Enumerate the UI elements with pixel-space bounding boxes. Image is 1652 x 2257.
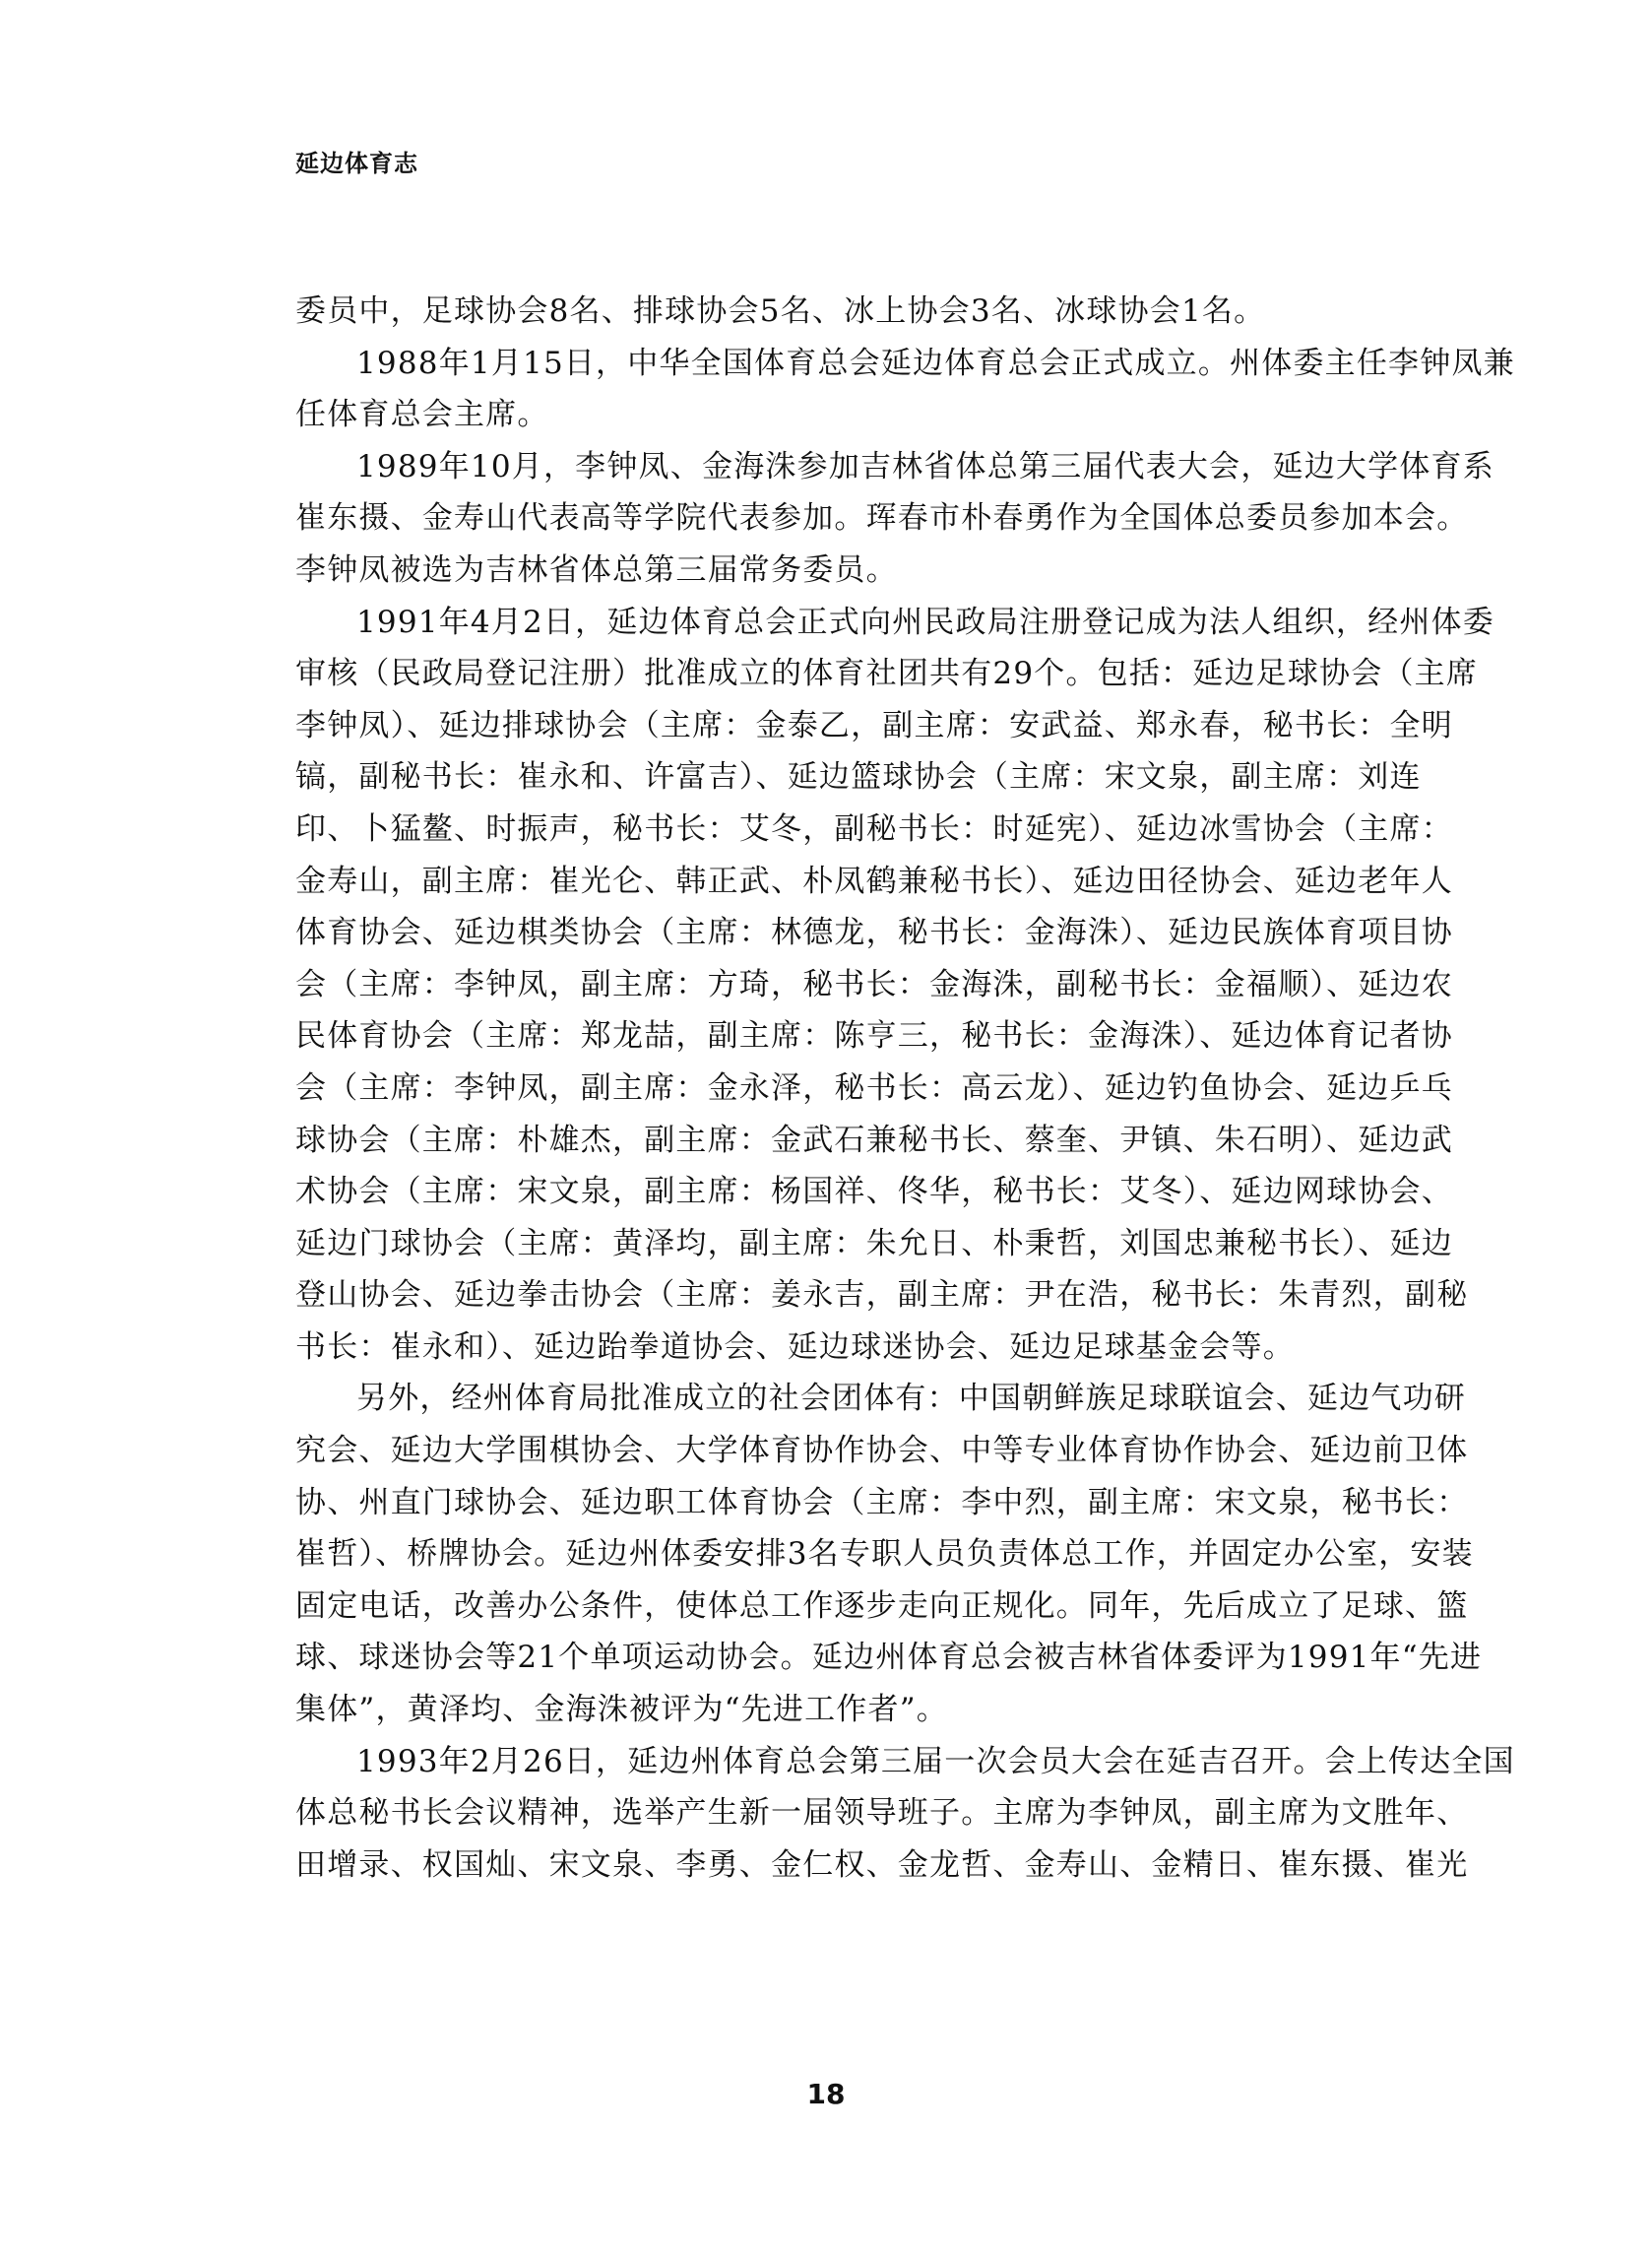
page-number: 18	[806, 2078, 846, 2110]
text-line: 1993年2月26日，延边州体育总会第三届一次会员大会在延吉召开。会上传达全国	[356, 1743, 1515, 1779]
text-line: 延边门球协会（主席：黄泽均，副主席：朱允日、朴秉哲，刘国忠兼秘书长）、延边	[295, 1225, 1453, 1261]
text-line: 田增录、权国灿、宋文泉、李勇、金仁权、金龙哲、金寿山、金精日、崔东摄、崔光	[295, 1846, 1469, 1883]
text-line: 任体育总会主席。	[295, 397, 549, 433]
text-line: 球、球迷协会等21个单项运动协会。延边州体育总会被吉林省体委评为1991年“先进	[295, 1640, 1483, 1676]
text-line: 1991年4月2日，延边体育总会正式向州民政局注册登记成为法人组织，经州体委	[356, 604, 1494, 640]
text-line: 另外，经州体育局批准成立的社会团体有：中国朝鲜族足球联谊会、延边气功研	[356, 1381, 1466, 1417]
text-line: 李钟凤被选为吉林省体总第三届常务委员。	[295, 551, 898, 588]
text-line: 集体”，黄泽均、金海洙被评为“先进工作者”。	[295, 1692, 948, 1728]
text-line: 崔东摄、金寿山代表高等学院代表参加。珲春市朴春勇作为全国体总委员参加本会。	[295, 500, 1469, 537]
text-line: 体育协会、延边棋类协会（主席：林德龙，秘书长：金海洙）、延边民族体育项目协	[295, 915, 1453, 951]
text-line: 登山协会、延边拳击协会（主席：姜永吉，副主席：尹在浩，秘书长：朱青烈，副秘	[295, 1277, 1469, 1314]
text-line: 会（主席：李钟凤，副主席：方琦，秘书长：金海洙，副秘书长：金福顺）、延边农	[295, 966, 1453, 1002]
running-header: 延边体育志	[295, 150, 418, 177]
text-line: 印、卜猛鳌、时振声，秘书长：艾冬，副秘书长：时延宪）、延边冰雪协会（主席：	[295, 810, 1453, 847]
text-line: 镐，副秘书长：崔永和、许富吉）、延边篮球协会（主席：宋文泉，副主席：刘连	[295, 759, 1422, 796]
text-line: 民体育协会（主席：郑龙喆，副主席：陈亨三，秘书长：金海洙）、延边体育记者协	[295, 1018, 1453, 1055]
text-line: 1988年1月15日，中华全国体育总会延边体育总会正式成立。州体委主任李钟凤兼	[356, 345, 1515, 381]
text-line: 崔哲）、桥牌协会。延边州体委安排3名专职人员负责体总工作，并固定办公室，安装	[295, 1536, 1474, 1573]
text-line: 体总秘书长会议精神，选举产生新一届领导班子。主席为李钟凤，副主席为文胜年、	[295, 1795, 1469, 1832]
text-line: 固定电话，改善办公条件，使体总工作逐步走向正规化。同年，先后成立了足球、篮	[295, 1587, 1469, 1624]
text-line: 李钟凤）、延边排球协会（主席：金泰乙，副主席：安武益、郑永春，秘书长：全明	[295, 707, 1453, 743]
body-text	[295, 286, 1515, 1891]
text-line: 审核（民政局登记注册）批准成立的体育社团共有29个。包括：延边足球协会（主席	[295, 656, 1479, 692]
text-line: 会（主席：李钟凤，副主席：金永泽，秘书长：高云龙）、延边钓鱼协会、延边乒乓	[295, 1069, 1453, 1106]
text-line: 委员中，足球协会8名、排球协会5名、冰上协会3名、冰球协会1名。	[295, 293, 1266, 329]
text-line: 书长：崔永和）、延边跆拳道协会、延边球迷协会、延边足球基金会等。	[295, 1328, 1295, 1365]
text-line: 1989年10月，李钟凤、金海洙参加吉林省体总第三届代表大会，延边大学体育系	[356, 448, 1494, 484]
text-line: 金寿山，副主席：崔光仑、韩正武、朴凤鹤兼秘书长）、延边田径协会、延边老年人	[295, 863, 1453, 899]
text-line: 究会、延边大学围棋协会、大学体育协作协会、中等专业体育协作协会、延边前卫体	[295, 1433, 1469, 1469]
text-line: 协、州直门球协会、延边职工体育协会（主席：李中烈，副主席：宋文泉，秘书长：	[295, 1484, 1469, 1520]
text-line: 术协会（主席：宋文泉，副主席：杨国祥、佟华，秘书长：艾冬）、延边网球协会、	[295, 1174, 1453, 1210]
text-line: 球协会（主席：朴雄杰，副主席：金武石兼秘书长、蔡奎、尹镇、朱石明）、延边武	[295, 1122, 1453, 1158]
